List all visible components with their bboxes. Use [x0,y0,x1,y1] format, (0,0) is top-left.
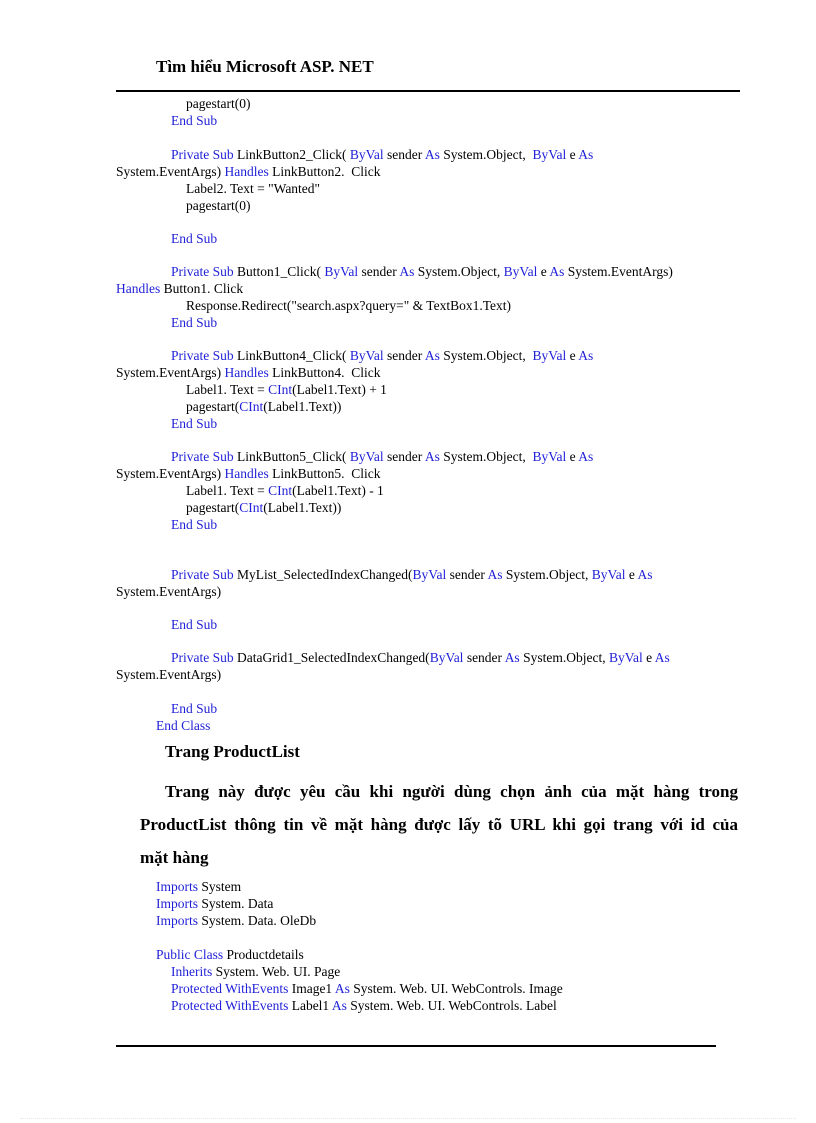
code-keyword: As [334,981,350,996]
code-keyword: Handles [116,281,161,296]
code-keyword: Private Sub [171,449,234,464]
code-line [171,112,217,129]
page-edge [20,1118,796,1119]
code-text: System.Object, [502,567,592,582]
code-text: System.EventArgs) [116,667,222,682]
code-line [171,516,217,533]
code-line [171,649,670,666]
code-text: System. Web. UI. WebControls. Image [349,981,563,996]
code-keyword: ByVal [349,348,384,363]
code-keyword: As [637,567,653,582]
code-line [171,146,593,163]
code-text: e [566,147,579,162]
footer-rule [116,1045,716,1047]
code-text: System. Web. UI. WebControls. Label [346,998,557,1013]
code-text: LinkButton4. Click [268,365,381,380]
code-keyword: Private Sub [171,147,234,162]
code-text: sender [446,567,488,582]
code-line [186,180,320,197]
code-keyword: Imports [156,896,198,911]
code-text: Response.Redirect("search.aspx?query=" & TextBox1.Text) [186,298,512,313]
code-keyword: WithEvents [225,981,289,996]
code-keyword: End Sub [171,617,218,632]
code-keyword: ByVal [591,567,626,582]
code-text: sender [383,348,425,363]
body-paragraph-line: Trang này được yêu cầu khi người dùng chọn ảnh của mặt hàng trong [165,782,738,801]
code-keyword: Handles [224,466,269,481]
code-keyword: ByVal [532,147,567,162]
code-line [186,381,387,398]
code-line [171,347,593,364]
code-text: System. Data [198,896,274,911]
code-keyword: As [578,348,594,363]
code-text: System. Web. UI. Page [212,964,341,979]
code-text: e [642,650,655,665]
code-keyword: ByVal [532,348,567,363]
code-keyword: ByVal [608,650,643,665]
code-text: System [198,879,242,894]
code-keyword: Protected [171,998,222,1013]
code-keyword: ByVal [412,567,447,582]
code-line [156,878,241,895]
code-keyword: End Sub [171,315,218,330]
code-text: pagestart( [186,399,240,414]
body-paragraph-line: mặt hàng [140,848,209,867]
code-text: LinkButton4_Click( [233,348,350,363]
code-text: DataGrid1_SelectedIndexChanged( [233,650,430,665]
code-keyword: ByVal [532,449,567,464]
code-line [186,95,250,112]
code-keyword: As [578,449,594,464]
code-text: System.Object, [414,264,504,279]
code-text: System.Object, [519,650,609,665]
code-keyword: Private Sub [171,348,234,363]
page-title: Tìm hiểu Microsoft ASP. NET [156,57,374,76]
code-keyword: Private Sub [171,650,234,665]
code-line [116,465,381,482]
code-text: LinkButton2. Click [268,164,381,179]
code-text: e [625,567,638,582]
code-line [171,314,217,331]
code-line [171,415,217,432]
code-keyword: Class [193,947,224,962]
code-keyword: Handles [224,164,269,179]
code-text: Image1 [288,981,335,996]
code-line [171,616,217,633]
code-keyword: ByVal [349,147,384,162]
code-keyword: End Sub [171,231,218,246]
code-text: sender [383,147,425,162]
code-keyword: As [654,650,670,665]
code-text: System.EventArgs) [564,264,673,279]
code-text: (Label1.Text)) [263,500,342,515]
code-keyword: As [424,147,440,162]
section-title: Trang ProductList [165,742,300,761]
code-line [171,997,557,1014]
code-keyword: ByVal [503,264,538,279]
code-keyword: Private Sub [171,567,234,582]
code-text: MyList_SelectedIndexChanged( [233,567,413,582]
code-line [171,230,217,247]
code-keyword: As [399,264,415,279]
code-line [186,398,341,415]
code-text: e [566,449,579,464]
code-keyword: As [578,147,594,162]
code-text: LinkButton2_Click( [233,147,350,162]
code-text: System.Object, [439,449,533,464]
code-line [171,448,593,465]
code-line [186,297,511,314]
code-keyword: ByVal [324,264,359,279]
code-text: sender [463,650,505,665]
code-text: (Label1.Text) + 1 [292,382,387,397]
code-keyword: CInt [268,382,293,397]
code-text: (Label1.Text) - 1 [292,483,384,498]
code-line [156,912,316,929]
code-keyword: End Class [156,718,211,733]
code-text: System.EventArgs) [116,164,225,179]
code-keyword: Handles [224,365,269,380]
code-line [171,566,653,583]
code-line [116,583,221,600]
code-text: Label1. Text = [186,483,269,498]
code-text: System.Object, [439,147,533,162]
code-keyword: End Sub [171,701,218,716]
header-rule [116,90,740,92]
code-keyword: As [331,998,347,1013]
code-text: System.EventArgs) [116,584,222,599]
code-keyword: ByVal [429,650,464,665]
code-text: pagestart(0) [186,96,251,111]
code-line [186,197,250,214]
code-line [116,280,243,297]
code-keyword: CInt [268,483,293,498]
code-keyword: Imports [156,879,198,894]
code-line [186,499,341,516]
code-line [116,364,381,381]
code-text: System. Data. OleDb [198,913,317,928]
code-line [171,963,340,980]
code-text: System.EventArgs) [116,466,225,481]
code-text: Button1. Click [160,281,244,296]
code-line [171,263,673,280]
code-keyword: Inherits [171,964,213,979]
code-text: System.EventArgs) [116,365,225,380]
code-keyword: As [504,650,520,665]
code-keyword: As [424,449,440,464]
code-text: pagestart( [186,500,240,515]
code-keyword: ByVal [349,449,384,464]
code-line [171,700,217,717]
code-line [156,946,304,963]
code-line [116,666,221,683]
code-text: sender [383,449,425,464]
code-text: Label2. Text = "Wanted" [186,181,321,196]
code-keyword: End Sub [171,416,218,431]
code-text: System.Object, [439,348,533,363]
code-line [116,163,381,180]
code-line [156,717,210,734]
code-text: pagestart(0) [186,198,251,213]
code-keyword: End Sub [171,517,218,532]
code-keyword: Imports [156,913,198,928]
code-keyword: WithEvents [225,998,289,1013]
code-keyword: End Sub [171,113,218,128]
code-keyword: As [549,264,565,279]
code-text: e [566,348,579,363]
body-paragraph-line: ProductList thông tin về mặt hàng được lấy tõ URL khi gọi trang với id của [140,815,738,834]
code-text: (Label1.Text)) [263,399,342,414]
code-keyword: As [487,567,503,582]
code-keyword: CInt [239,500,264,515]
code-line [171,980,563,997]
code-line [186,482,384,499]
code-text: Button1_Click( [233,264,325,279]
code-keyword: CInt [239,399,264,414]
code-keyword: Public [156,947,191,962]
code-text: sender [358,264,400,279]
code-text: LinkButton5. Click [268,466,381,481]
code-keyword: Private Sub [171,264,234,279]
code-text: Productdetails [223,947,304,962]
code-line [156,895,273,912]
code-text: Label1 [288,998,332,1013]
code-text: e [537,264,550,279]
code-keyword: Protected [171,981,222,996]
code-text: LinkButton5_Click( [233,449,350,464]
code-text: Label1. Text = [186,382,269,397]
code-keyword: As [424,348,440,363]
